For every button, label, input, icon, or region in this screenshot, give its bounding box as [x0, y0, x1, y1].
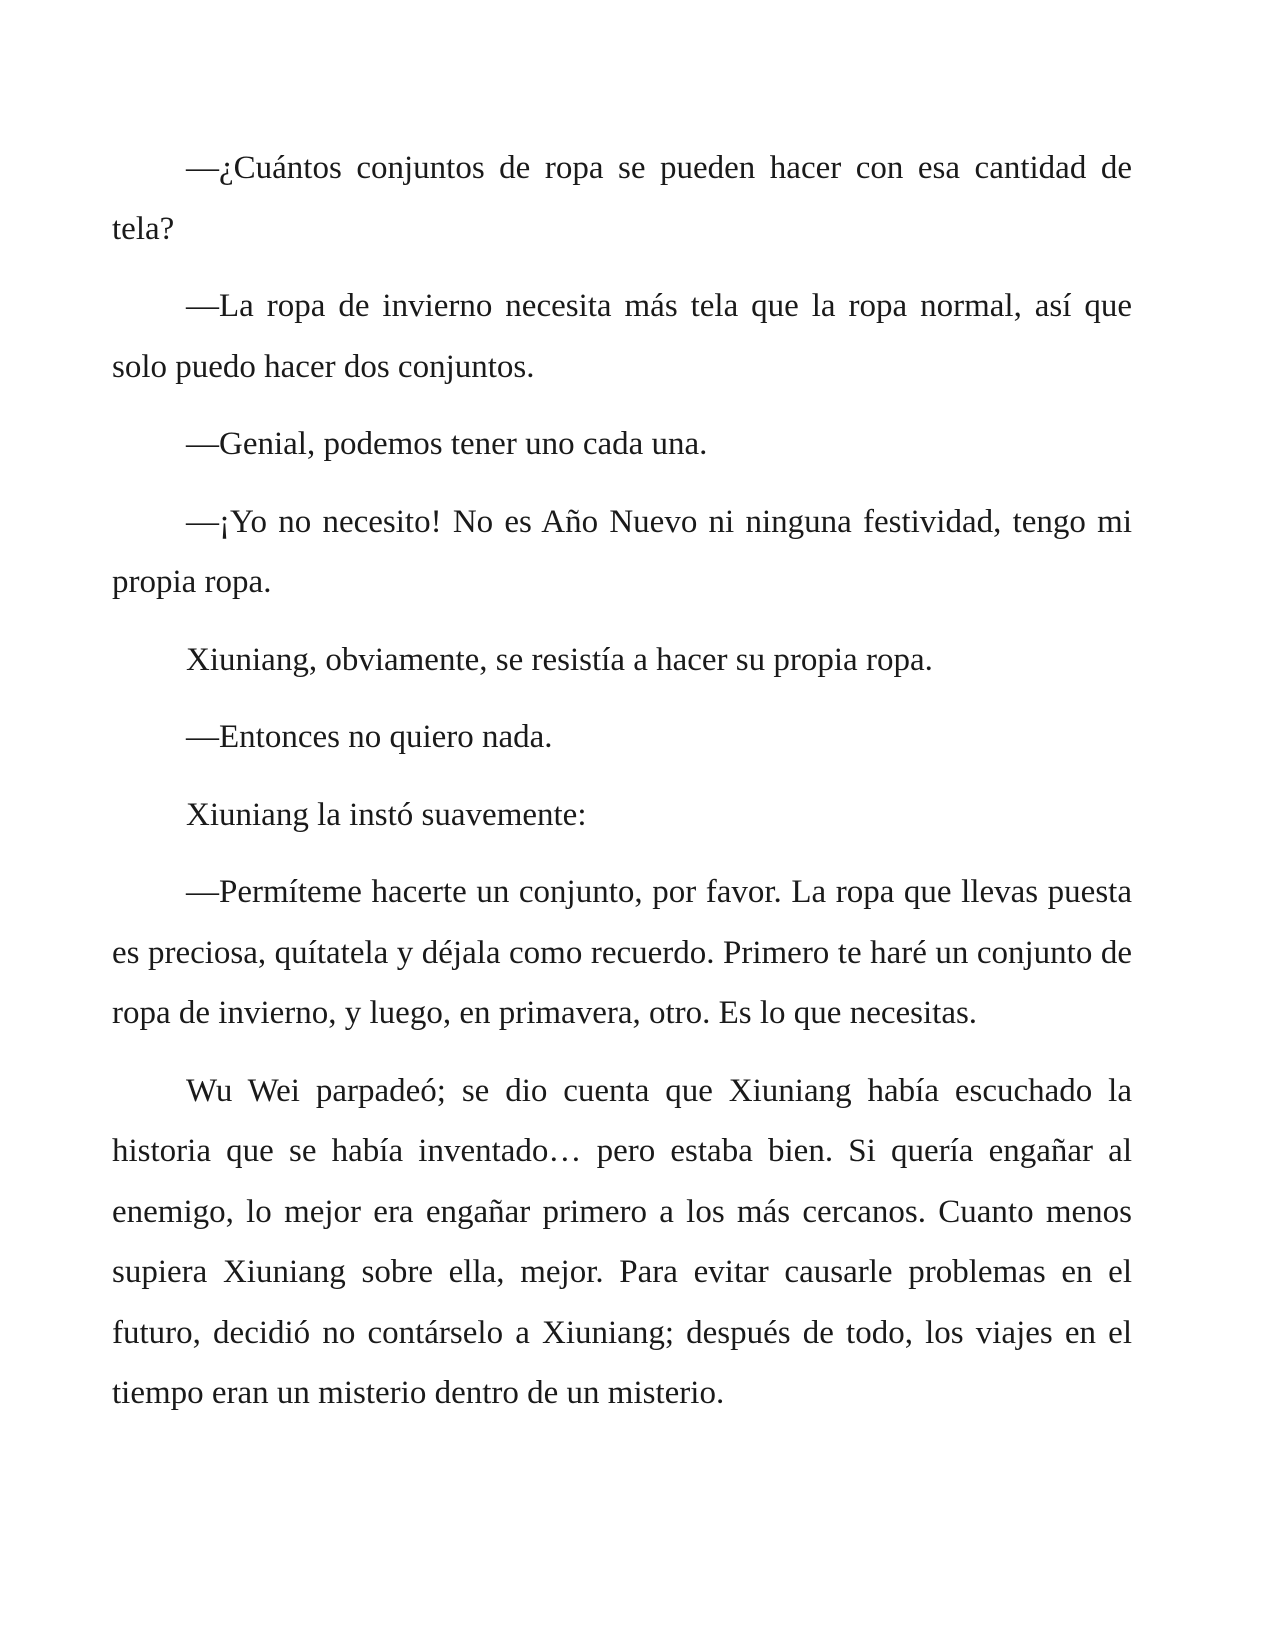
paragraph: —¡Yo no necesito! No es Año Nuevo ni ninguna festividad, tengo mi propia ropa.: [112, 503, 1132, 600]
paragraph: Xiuniang, obviamente, se resistía a hacer su propia ropa.: [186, 641, 933, 678]
paragraph: Xiuniang la instó suavemente:: [186, 796, 587, 833]
paragraph: Wu Wei parpadeó; se dio cuenta que Xiuniang había escuchado la historia que se había inventado… pero estaba bien. Si quería engañar al enemigo, lo mejor era engañar primero a los más cercanos. Cuanto menos supiera Xiuniang sobre ella, mejor. Para evitar causarle problemas en el futuro, decidió no contárselo a Xiuniang; después de todo, los viajes en el tiempo eran un misterio dentro de un misterio.: [112, 1072, 1132, 1411]
paragraph: —Entonces no quiero nada.: [186, 719, 553, 755]
body-text: [112, 138, 1132, 1441]
paragraph: —La ropa de invierno necesita más tela que la ropa normal, así que solo puedo hacer dos conjuntos.: [112, 288, 1132, 385]
paragraph: —Genial, podemos tener uno cada una.: [186, 426, 708, 462]
paragraph: —Permíteme hacerte un conjunto, por favor. La ropa que llevas puesta es preciosa, quítatela y déjala como recuerdo. Primero te haré un conjunto de ropa de invierno, y luego, en primavera, otro. Es lo que necesitas.: [112, 874, 1132, 1031]
paragraph: —¿Cuántos conjuntos de ropa se pueden hacer con esa cantidad de tela?: [112, 150, 1132, 247]
